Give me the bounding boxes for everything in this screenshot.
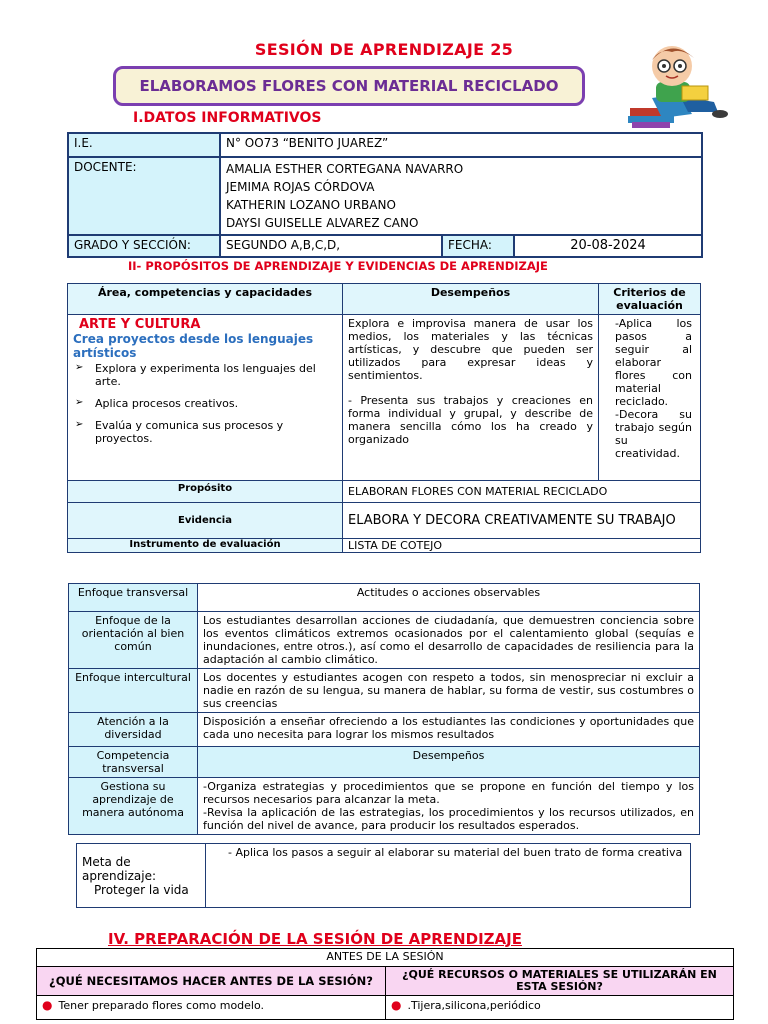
- desempenos-transversal-header: Desempeños: [198, 747, 700, 778]
- ie-label: I.E.: [68, 133, 220, 157]
- docente-name: JEMIMA ROJAS CÓRDOVA: [226, 180, 375, 194]
- competencia-desempeno: -Revisa la aplicación de las estrategias, los procedimientos y los recursos utilizados, en función del nivel de avance, para producir los resultados esperados.: [203, 806, 694, 832]
- criterio-1: -Aplica los pasos a seguir al elaborar flores con material reciclado.: [615, 317, 692, 408]
- answer-2: .Tijera,silicona,periódico: [407, 999, 541, 1012]
- desempeno-1: Explora e improvisa manera de usar los medios, los materiales y las técnicas artísticas, y descubre que pueden ser utilizados para expresar ideas y sentimientos.: [348, 317, 593, 382]
- docente-label: DOCENTE:: [68, 157, 220, 235]
- answer-1: Tener preparado flores como modelo.: [58, 999, 265, 1012]
- col-area-header: Área, competencias y capacidades: [68, 284, 343, 315]
- docentes-list: [220, 157, 702, 235]
- actitudes-header: Actitudes o acciones observables: [198, 584, 700, 612]
- competencia-desempeno: -Organiza estrategias y procedimientos que se propone en función del tiempo y los recursos necesarios para alcanzar la meta.: [203, 780, 694, 806]
- section-preparacion-title: IV. PREPARACIÓN DE LA SESIÓN DE APRENDIZAJE: [108, 930, 522, 948]
- desempeno-2: - Presenta sus trabajos y creaciones en forma individual y grupal, y describe de manera sencilla cómo los ha creado y organizado: [348, 394, 593, 446]
- student-reading-illustration: [622, 38, 732, 130]
- meta-table: [76, 843, 691, 908]
- docente-name: DAYSI GUISELLE ALVAREZ CANO: [226, 216, 419, 230]
- session-banner: [113, 66, 585, 106]
- capacidad-item: ➢ Explora y experimenta los lenguajes del arte.: [75, 362, 316, 388]
- grado-value: SEGUNDO A,B,C,D,: [220, 235, 442, 257]
- instrumento-label: Instrumento de evaluación: [68, 539, 343, 553]
- proposito-value: ELABORAN FLORES CON MATERIAL RECICLADO: [343, 481, 701, 503]
- ie-value: N° OO73 “BENITO JUAREZ”: [220, 133, 702, 157]
- capacidad-item: ➢ Aplica procesos creativos.: [75, 397, 239, 410]
- enfoque-text: Disposición a enseñar ofreciendo a los estudiantes las condiciones y oportunidades que cada uno necesita para lograr los mismos resultados: [198, 713, 700, 747]
- competencia-name: Gestiona su aprendizaje de manera autónoma: [69, 778, 198, 835]
- meta-sublabel: Proteger la vida: [94, 882, 189, 897]
- col-desempenos-header: Desempeños: [343, 284, 599, 315]
- capacidad-item: ➢ Evalúa y comunica sus procesos y proyectos.: [75, 419, 284, 445]
- evidencia-value: ELABORA Y DECORA CREATIVAMENTE SU TRABAJO: [343, 503, 701, 539]
- preparacion-table: [36, 948, 734, 1020]
- col-criterios-header: Criterios de evaluación: [599, 284, 701, 315]
- capacidades-list: [73, 362, 337, 445]
- meta-label-cell: [77, 844, 206, 908]
- answer-2-cell: [386, 996, 734, 1020]
- enfoque-header: Enfoque transversal: [69, 584, 198, 612]
- enfoque-text: Los docentes y estudiantes acogen con respeto a todos, sin menospreciar ni excluir a nadie en razón de su lengua, su manera de hablar, su forma de vestir, sus costumbres o sus creencias: [198, 669, 700, 713]
- arrow-bullet-icon: ➢: [75, 362, 84, 373]
- grado-label: GRADO Y SECCIÓN:: [68, 235, 220, 257]
- banner-text: ELABORAMOS FLORES CON MATERIAL RECICLADO: [139, 77, 559, 95]
- datos-table: [67, 132, 703, 258]
- evidencia-label: Evidencia: [68, 503, 343, 539]
- bullet-icon: ●: [42, 998, 53, 1012]
- enfoque-name: Enfoque de la orientación al bien común: [69, 612, 198, 669]
- criterios-cell: [599, 315, 701, 481]
- enfoques-table: [68, 583, 700, 835]
- competencia-transversal-header: Competencia transversal: [69, 747, 198, 778]
- fecha-value: 20-08-2024: [514, 235, 702, 257]
- meta-label: Meta de aprendizaje:: [82, 854, 156, 883]
- desempenos-cell: [343, 315, 599, 481]
- section-datos-title: I.DATOS INFORMATIVOS: [133, 110, 322, 126]
- bullet-icon: ●: [391, 998, 402, 1012]
- section-propositos-title: II- PROPÓSITOS DE APRENDIZAJE Y EVIDENCIAS DE APRENDIZAJE: [128, 259, 548, 273]
- enfoque-text: Los estudiantes desarrollan acciones de ciudadanía, que demuestren conciencia sobre los eventos climáticos extremos ocasionados por el calentamiento global (sequías e inundaciones, entre otros.), así como el desarrollo de capacidades de resiliencia para la adaptación al cambio climático.: [198, 612, 700, 669]
- page-title: SESIÓN DE APRENDIZAJE 25: [254, 40, 514, 59]
- area-cell: [68, 315, 343, 481]
- area-name: ARTE Y CULTURA: [79, 317, 201, 332]
- enfoque-name: Enfoque intercultural: [69, 669, 198, 713]
- competencia-name: Crea proyectos desde los lenguajes artísticos: [73, 332, 314, 360]
- antes-header: ANTES DE LA SESIÓN: [37, 949, 734, 967]
- propositos-table: [67, 283, 701, 553]
- meta-text: - Aplica los pasos a seguir al elaborar su material del buen trato de forma creativa: [206, 844, 691, 908]
- proposito-label: Propósito: [68, 481, 343, 503]
- arrow-bullet-icon: ➢: [75, 419, 84, 430]
- question-2: ¿QUÉ RECURSOS O MATERIALES SE UTILIZARÁN EN ESTA SESIÓN?: [386, 967, 734, 996]
- fecha-label: FECHA:: [442, 235, 514, 257]
- instrumento-value: LISTA DE COTEJO: [343, 539, 701, 553]
- docente-name: AMALIA ESTHER CORTEGANA NAVARRO: [226, 162, 464, 176]
- answer-1-cell: [37, 996, 386, 1020]
- question-1: ¿QUÉ NECESITAMOS HACER ANTES DE LA SESIÓN?: [37, 967, 386, 996]
- arrow-bullet-icon: ➢: [75, 397, 84, 408]
- competencia-desempenos: [198, 778, 700, 835]
- enfoque-name: Atención a la diversidad: [69, 713, 198, 747]
- criterio-2: -Decora su trabajo según su creatividad.: [615, 408, 692, 460]
- docente-name: KATHERIN LOZANO URBANO: [226, 198, 396, 212]
